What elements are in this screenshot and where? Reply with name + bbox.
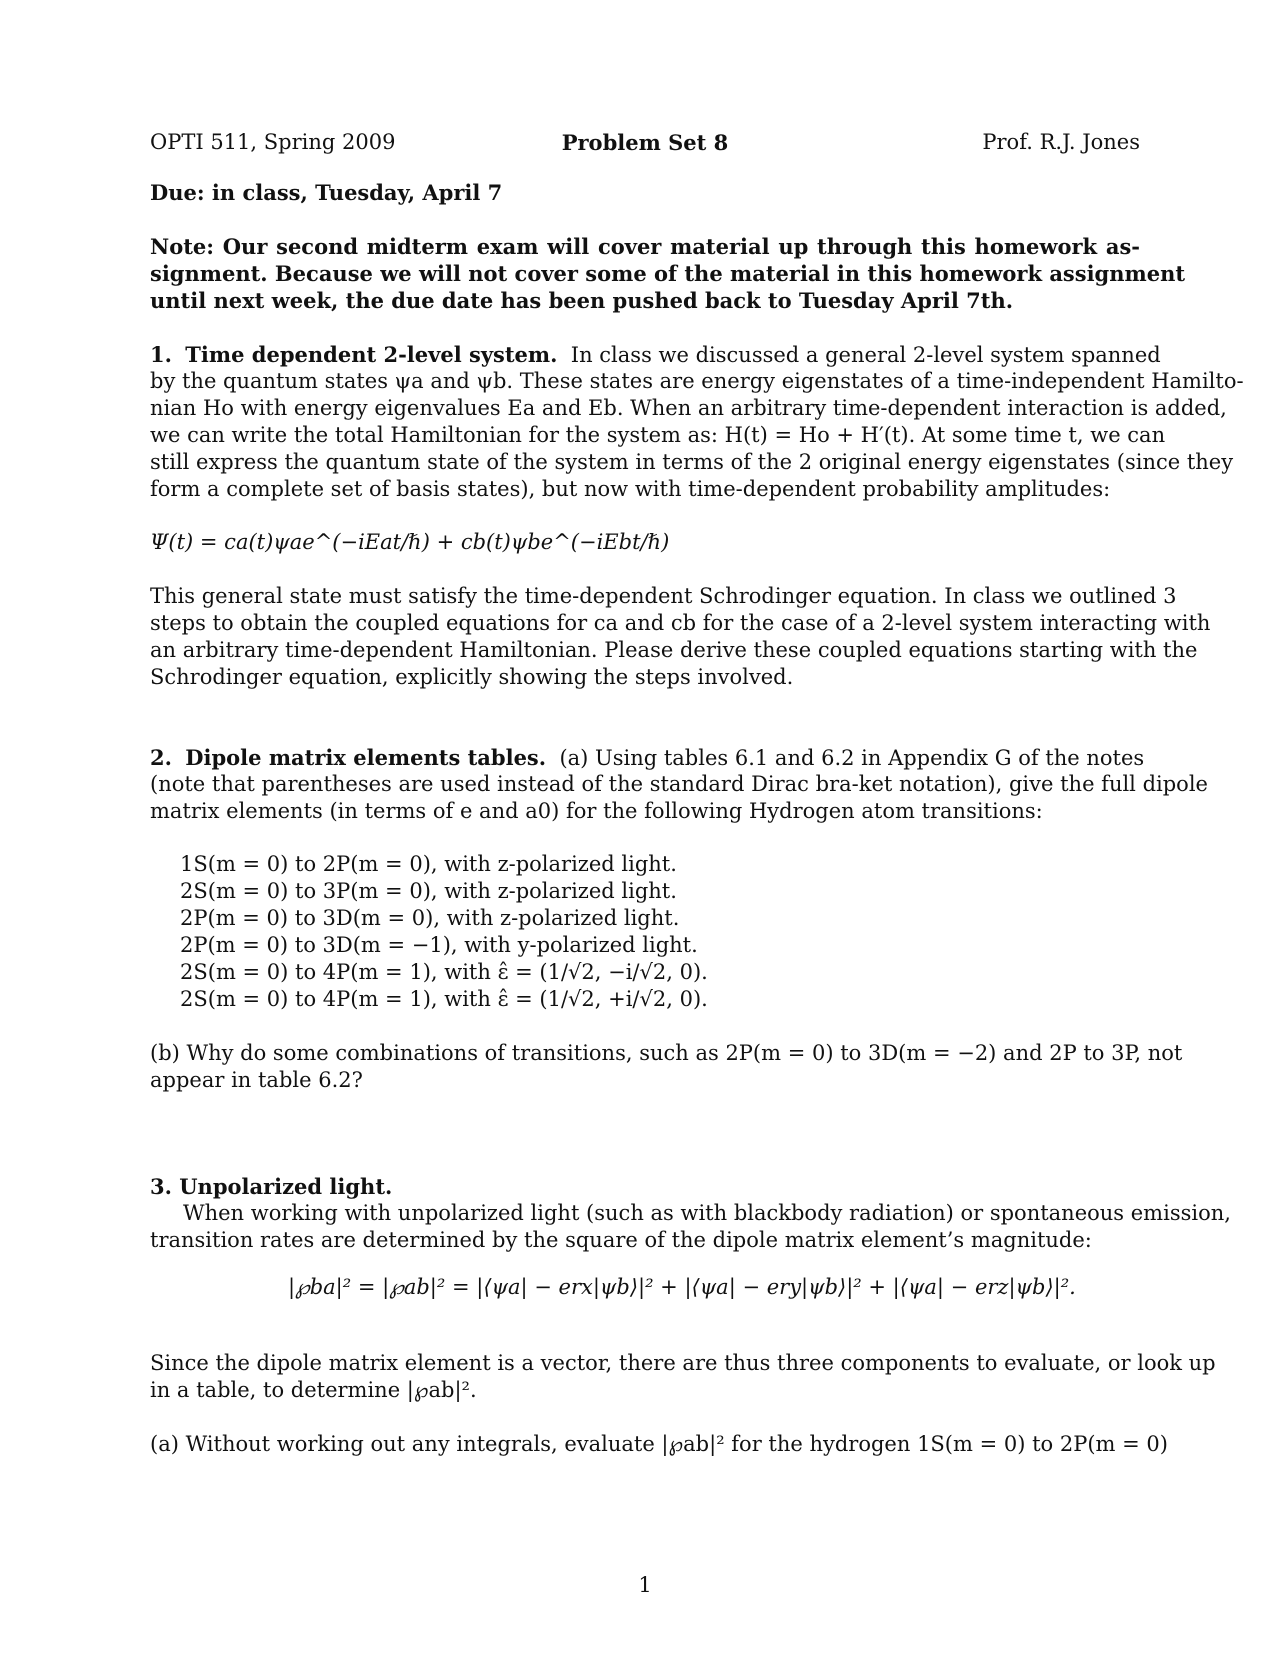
problem-text: (a) Without working out any integrals, evaluate |℘ab|² for the hydrogen 1S(m = 0) to 2P(m = 0) (150, 1432, 1168, 1456)
page-title: Problem Set 8 (561, 130, 729, 155)
wavefunction-equation: Ψ(t) = ca(t)ψae^(−iEat/ℏ) + cb(t)ψbe^(−iEbt/ℏ) (150, 530, 670, 554)
problem-heading: Dipole matrix elements tables. (185, 745, 547, 770)
page-number: 1 (638, 1573, 652, 1597)
problem-text: by the quantum states ψa and ψb. These states are energy eigenstates of a time-independent Hamilto- (150, 369, 1244, 393)
problem-text: (a) Using tables 6.1 and 6.2 in Appendix G of the notes (559, 746, 1145, 770)
transition-item: 2S(m = 0) to 3P(m = 0), with z-polarized light. (180, 879, 677, 903)
transition-item: 2P(m = 0) to 3D(m = 0), with z-polarized light. (180, 906, 680, 930)
problem-text: appear in table 6.2? (150, 1068, 363, 1092)
problem-heading: Time dependent 2-level system. (185, 342, 558, 367)
problem-text: nian Ho with energy eigenvalues Ea and Eb. When an arbitrary time-dependent interaction is added, (150, 396, 1227, 420)
transition-item: 1S(m = 0) to 2P(m = 0), with z-polarized light. (180, 852, 677, 876)
problem-number: 1. (150, 342, 172, 367)
note-line: Note: Our second midterm exam will cover material up through this homework as- (150, 234, 1140, 259)
problem-text: form a complete set of basis states), but now with time-dependent probability amplitudes: (150, 477, 1111, 501)
problem-text: When working with unpolarized light (such as with blackbody radiation) or spontaneous emission, (183, 1201, 1231, 1225)
transition-item: 2S(m = 0) to 4P(m = 1), with ε̂ = (1/√2, −i/√2, 0). (180, 960, 708, 984)
dipole-equation: |℘ba|² = |℘ab|² = |⟨ψa| − erx|ψb⟩|² + |⟨ψa| − ery|ψb⟩|² + |⟨ψa| − erz|ψb⟩|². (288, 1275, 1076, 1299)
problem-text: Schrodinger equation, explicitly showing the steps involved. (150, 665, 794, 689)
problem-heading: 3. Unpolarized light. (150, 1174, 393, 1199)
transition-item: 2P(m = 0) to 3D(m = −1), with y-polarized light. (180, 933, 698, 957)
due-date: Due: in class, Tuesday, April 7 (150, 180, 503, 205)
transition-item: 2S(m = 0) to 4P(m = 1), with ε̂ = (1/√2, +i/√2, 0). (180, 987, 708, 1011)
note-line: signment. Because we will not cover some of the material in this homework assignment (150, 261, 1186, 286)
problem-text: transition rates are determined by the square of the dipole matrix element’s magnitude: (150, 1228, 1092, 1252)
instructor-label: Prof. R.J. Jones (982, 130, 1140, 154)
problem-text: in a table, to determine |℘ab|². (150, 1378, 477, 1402)
problem-text: we can write the total Hamiltonian for the system as: H(t) = Ho + H′(t). At some time t, we can (150, 423, 1166, 447)
problem-1-first-line (150, 342, 1161, 367)
problem-text: steps to obtain the coupled equations for ca and cb for the case of a 2-level system interacting with (150, 611, 1211, 635)
problem-text: This general state must satisfy the time-dependent Schrodinger equation. In class we outlined 3 (150, 584, 1177, 608)
problem-2-first-line (150, 745, 1145, 770)
problem-text: still express the quantum state of the system in terms of the 2 original energy eigenstates (since they (150, 450, 1234, 474)
problem-text: Since the dipole matrix element is a vector, there are thus three components to evaluate, or look up (150, 1351, 1216, 1375)
page-header (150, 130, 1140, 160)
problem-text: matrix elements (in terms of e and a0) for the following Hydrogen atom transitions: (150, 799, 1043, 823)
note-line: until next week, the due date has been pushed back to Tuesday April 7th. (150, 288, 1014, 313)
problem-text: an arbitrary time-dependent Hamiltonian. Please derive these coupled equations starting with the (150, 638, 1198, 662)
problem-text: (note that parentheses are used instead of the standard Dirac bra-ket notation), give the full dipole (150, 772, 1208, 796)
problem-number: 2. (150, 745, 172, 770)
problem-text: (b) Why do some combinations of transitions, such as 2P(m = 0) to 3D(m = −2) and 2P to 3P, not (150, 1041, 1183, 1065)
course-label: OPTI 511, Spring 2009 (150, 130, 396, 154)
problem-text: In class we discussed a general 2-level system spanned (570, 343, 1161, 367)
